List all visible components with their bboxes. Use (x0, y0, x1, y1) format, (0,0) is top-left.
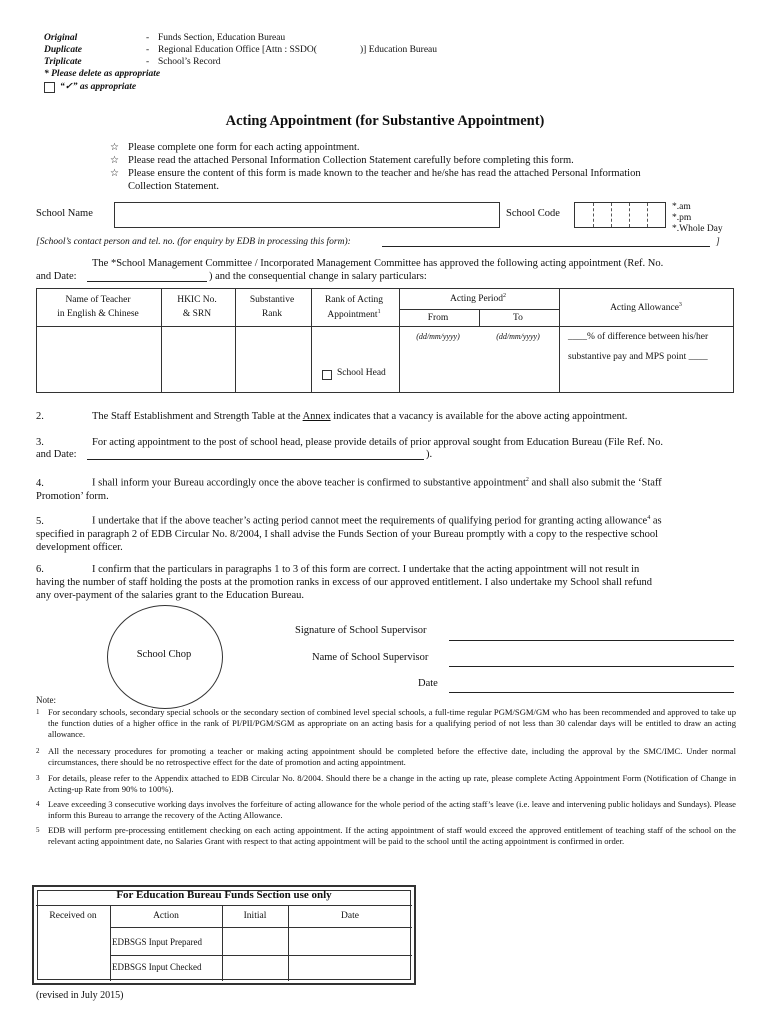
star-icon: ☆ (110, 142, 119, 153)
col-name-2: in English & Chinese (57, 309, 139, 319)
copy-dest-duplicate: Regional Education Office [Attn : SSDO( (158, 45, 317, 55)
copy-dest-triplicate: School’s Record (158, 57, 221, 67)
copy-label-original: Original (44, 33, 78, 43)
p2-number: 2. (36, 411, 44, 422)
col-allowance (558, 302, 734, 313)
signature-input[interactable] (449, 640, 734, 641)
school-name-input[interactable] (114, 202, 500, 228)
p5-text-a: I undertake that if the above teacher’s acting period cannot meet the requirements of qualifying period for granting acting allowance (92, 515, 648, 527)
session-whole-day: *.Whole Day (672, 224, 723, 234)
p3-line-2a: and Date: (36, 449, 77, 460)
star-icon: ☆ (110, 155, 119, 166)
note-5-num: 5 (36, 826, 40, 834)
col-rank-sup: 1 (377, 309, 381, 315)
col-name-1: Name of Teacher (65, 295, 131, 305)
note-title: Note: (36, 695, 56, 705)
to-date-format: (dd/mm/yyyy) (496, 332, 540, 341)
signature-label: Signature of School Supervisor (295, 625, 427, 636)
supervisor-name-label: Name of School Supervisor (312, 652, 429, 663)
star-icon: ☆ (110, 168, 119, 179)
paragraph-4 (36, 474, 734, 503)
note-3 (36, 773, 736, 795)
col-hkic-1: HKIC No. (177, 295, 217, 305)
note-2 (36, 746, 736, 768)
note-2-text: All the necessary procedures for promoting a teacher or making acting appointment should be completed before the effective date, including the approval by the SMC/IMC. Under normal circumstances, there should be no retrospective effect for the date of promotion and acting appointment. (48, 746, 736, 767)
p6-line-2: having the number of staff holding the posts at the promotion ranks in excess of our approved entitlement. I also undertake my School shall refund (36, 577, 652, 588)
p4-text-b: and shall also submit the ‘Staff (531, 477, 662, 489)
col-allowance-text: Acting Allowance (610, 303, 679, 314)
intro-ref-input[interactable] (87, 281, 207, 282)
allowance-text-2: substantive pay and MPS point ____ (568, 352, 708, 362)
date-input[interactable] (449, 692, 734, 693)
note-4-num: 4 (36, 800, 40, 808)
p4-line-2: Promotion’ form. (36, 490, 109, 502)
p3-ref-input[interactable] (87, 459, 424, 460)
p4-number: 4. (36, 477, 44, 489)
school-name-label: School Name (36, 208, 93, 219)
p6-line-1: I confirm that the particulars in paragraphs 1 to 3 of this form are correct. I undertake that the acting appointment will not result in (92, 564, 640, 575)
p6-number: 6. (36, 564, 44, 575)
note-4-text: Leave exceeding 3 consecutive working days involves the forfeiture of acting allowance for the whole period of the acting staff’s leave (i.e. leave and intervening public holidays and Sundays). Please inform this Bureau to arrange the recovery of the Acting Allowance. (48, 799, 736, 820)
delete-note: * Please delete as appropriate (44, 69, 161, 79)
revised-note: (revised in July 2015) (36, 990, 124, 1001)
instruction-4: Collection Statement. (128, 181, 219, 192)
page-title: Acting Appointment (for Substantive Appointment) (225, 113, 545, 129)
note-2-num: 2 (36, 747, 40, 755)
p5-sup: 4 (647, 515, 651, 521)
contact-label: [School’s contact person and tel. no. (for enquiry by EDB in processing this form): (36, 237, 351, 247)
school-code-input[interactable] (574, 202, 666, 228)
col-action: Action (153, 911, 179, 921)
supervisor-name-input[interactable] (449, 666, 734, 667)
date-label: Date (418, 678, 438, 689)
col-period-text: Acting Period (449, 294, 504, 305)
paragraph-2 (36, 410, 734, 423)
p5-line-2: specified in paragraph 2 of EDB Circular No. 8/2004, I shall advise the Funds Section of your Bureau promptly with a copy to the respective school (36, 528, 658, 540)
session-am: *.am (672, 202, 691, 212)
note-5-text: EDB will perform pre-processing entitlement checking on each acting appointment. If the acting appointment of staff would exceed the approved entitlement of teaching staff of the school on the relevant acting appointment date, no Salaries Grant with respect to that acting appointment will be paid to the school until the acting appointment is confirmed in order. (48, 825, 736, 846)
office-use-title: For Education Bureau Funds Section use only (116, 889, 332, 901)
copy-dash-1: - (146, 33, 150, 43)
session-pm: *.pm (672, 213, 692, 223)
p6-line-3: any over-payment of the salaries grant to the Education Bureau. (36, 590, 305, 601)
col-to: To (513, 313, 523, 323)
p5-text-b: as (652, 515, 662, 527)
school-chop-label: School Chop (136, 649, 192, 660)
col-rank-1: Rank of Acting (324, 295, 384, 305)
school-head-checkbox[interactable] (322, 370, 332, 380)
paragraph-3 (36, 436, 734, 449)
copy-dash-2: - (146, 45, 150, 55)
col-rank-2 (310, 309, 398, 320)
note-1-text: For secondary schools, secondary special schools or the secondary section of combined level special schools, a full-time regular PGM/SGM/GM who has been recommended and approved to take up the function duties of a higher office in the rank of PI/PII/PGM/SGM as appropriate on an acting basis for a qualifying period of not less than 30 calendar days will be entitled to draw an acting allowance. (48, 707, 736, 739)
allowance-text-1: ____% of difference between his/her (568, 332, 709, 342)
col-rank-2-text: Appointment (327, 310, 378, 321)
contact-end: ] (716, 237, 720, 247)
note-4 (36, 799, 736, 821)
col-sub-2: Rank (261, 309, 283, 319)
col-received-on: Received on (49, 911, 97, 921)
col-allowance-sup: 3 (678, 302, 682, 308)
note-5 (36, 825, 736, 847)
paragraph-5 (36, 512, 734, 554)
paragraph-6 (36, 563, 734, 602)
copy-label-duplicate: Duplicate (44, 45, 82, 55)
row-input-checked: EDBSGS Input Checked (112, 962, 202, 972)
copy-dash-3: - (146, 57, 150, 67)
intro-line-1: The *School Management Committee / Incorporated Management Committee has approved the following acting appointment (Ref. No. (92, 258, 664, 269)
row-input-prepared: EDBSGS Input Prepared (112, 937, 202, 947)
school-head-label: School Head (337, 368, 386, 378)
note-3-num: 3 (36, 774, 40, 782)
p3-line-1: For acting appointment to the post of school head, please provide details of prior approval sought from Education Bureau (File Ref. No. (92, 437, 663, 448)
p4-text-a: I shall inform your Bureau accordingly once the above teacher is confirmed to substantive appointment (92, 477, 526, 489)
note-1-num: 1 (36, 708, 40, 716)
tick-note-box (44, 82, 55, 93)
p2-text-a: The Staff Establishment and Strength Table at the (92, 411, 301, 422)
col-initial: Initial (243, 911, 267, 921)
col-period-sup: 2 (503, 293, 507, 299)
instruction-1: Please complete one form for each acting appointment. (128, 142, 360, 153)
p3-number: 3. (36, 437, 44, 448)
copy-label-triplicate: Triplicate (44, 57, 82, 67)
contact-input[interactable] (382, 246, 710, 247)
col-period (398, 293, 558, 304)
instruction-3: Please ensure the content of this form is made known to the teacher and he/she has read the attached Personal Information (128, 168, 641, 179)
col-from: From (427, 313, 449, 323)
col-date: Date (341, 911, 359, 921)
annex-link[interactable]: Annex (302, 411, 331, 422)
p5-line-3: development officer. (36, 541, 123, 553)
note-3-text: For details, please refer to the Appendix attached to EDB Circular No. 8/2004. Should there be a change in the acting up rate, please complete Acting Appointment Form (Notification of Change in Acting-up Rate from 90% to 100%). (48, 773, 736, 794)
note-1 (36, 707, 736, 740)
p3-line-2b: ). (426, 449, 433, 460)
p5-number: 5. (36, 515, 44, 527)
instruction-2: Please read the attached Personal Information Collection Statement carefully before completing this form. (128, 155, 574, 166)
copy-dest-original: Funds Section, Education Bureau (158, 33, 286, 43)
from-date-format: (dd/mm/yyyy) (416, 332, 460, 341)
col-hkic-2: & SRN (182, 309, 212, 319)
intro-line-2b: ) and the consequential change in salary particulars: (209, 271, 427, 282)
p4-sup: 2 (525, 477, 529, 483)
copy-dest-duplicate-tail: )] Education Bureau (360, 45, 438, 55)
p2-text-b: indicates that a vacancy is available for the above acting appointment. (333, 411, 628, 422)
tick-note: “✓” as appropriate (60, 82, 137, 92)
intro-line-2a: and Date: (36, 271, 77, 282)
school-code-label: School Code (506, 208, 560, 219)
col-sub-1: Substantive (249, 295, 295, 305)
